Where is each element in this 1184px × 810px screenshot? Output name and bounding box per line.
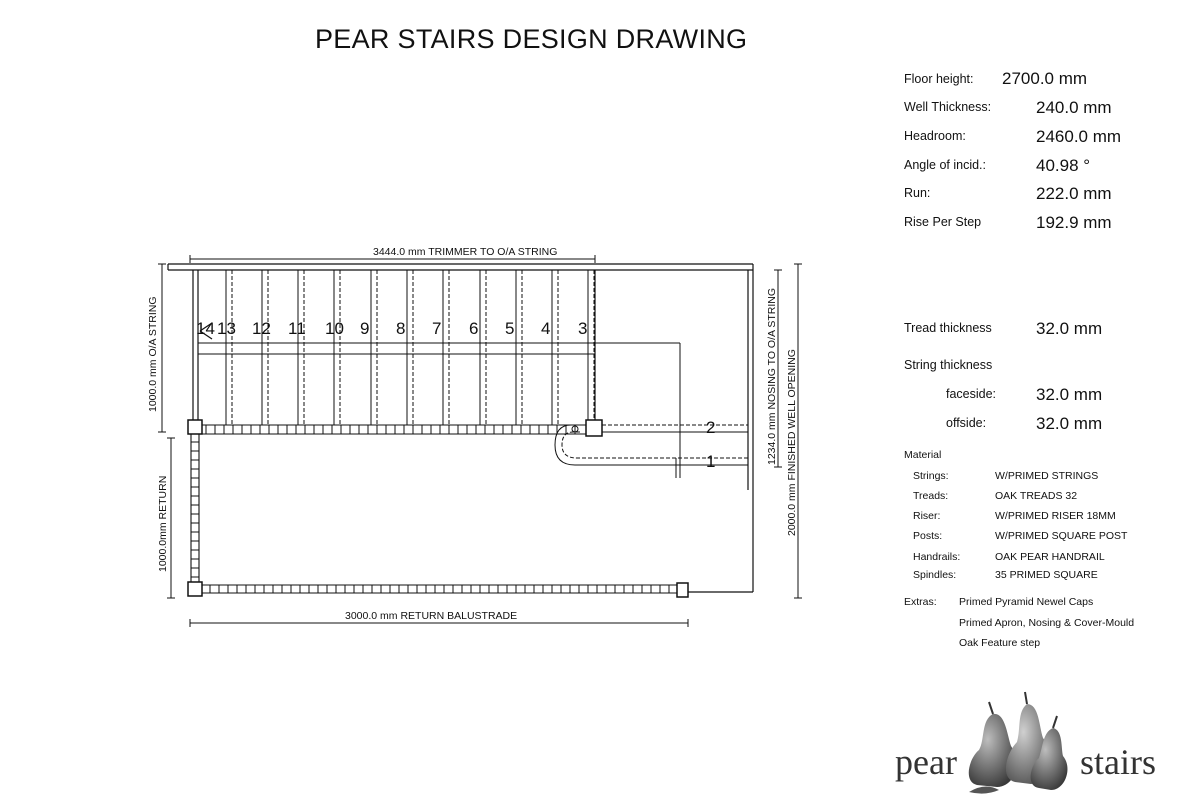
dimension-left-top	[158, 264, 166, 432]
step-number: 14	[196, 319, 215, 338]
offside-label: offside:	[946, 416, 987, 430]
step-number: 6	[469, 319, 479, 338]
spec-value-well-thickness: 240.0 mm	[1036, 98, 1112, 117]
step-number: 11	[288, 319, 306, 338]
step-number: 12	[252, 319, 271, 338]
tread-thickness-value: 32.0 mm	[1036, 319, 1103, 338]
step-number: 4	[541, 319, 551, 338]
flight-balustrade	[196, 425, 590, 434]
extras-item: Primed Pyramid Newel Caps	[959, 596, 1094, 608]
logo-word-left: pear	[895, 742, 957, 782]
material-label-spindles: Spindles:	[913, 569, 957, 581]
material-value-spindles: 35 PRIMED SQUARE	[995, 569, 1098, 581]
spec-label-angle: Angle of incid.:	[904, 158, 986, 172]
well-opening-outline	[595, 264, 753, 592]
step-number: 5	[505, 319, 515, 338]
faceside-label: faceside:	[946, 387, 997, 401]
spec-value-floor-height: 2700.0 mm	[1002, 69, 1088, 88]
winder-steps	[555, 425, 748, 465]
tread-thickness-label: Tread thickness	[904, 321, 992, 335]
tread-lines	[226, 270, 594, 425]
newel-post-turn	[586, 420, 602, 436]
newel-post-bottom-left	[188, 582, 202, 596]
dimension-left-top-label: 1000.0 mm O/A STRING	[147, 296, 159, 412]
material-label-strings: Strings:	[913, 470, 949, 482]
trimmer-line	[168, 264, 753, 270]
bottom-return-spindles	[210, 585, 669, 593]
material-value-treads: OAK TREADS 32	[995, 490, 1078, 502]
step-number: 10	[325, 319, 344, 338]
faceside-value: 32.0 mm	[1036, 385, 1103, 404]
left-return-spindles	[191, 442, 199, 577]
step-number: 9	[360, 319, 370, 338]
step-numbers	[196, 319, 715, 471]
material-value-strings: W/PRIMED STRINGS	[995, 470, 1099, 482]
spec-value-rise-per-step: 192.9 mm	[1036, 213, 1112, 232]
spec-label-run: Run:	[904, 186, 931, 200]
newel-post-top-left	[188, 420, 202, 434]
spec-value-headroom: 2460.0 mm	[1036, 127, 1122, 146]
wall-string	[193, 270, 198, 425]
step-number: 8	[396, 319, 406, 338]
newel-post-bottom-right	[677, 583, 688, 597]
step-number: 3	[578, 319, 588, 338]
material-value-handrails: OAK PEAR HANDRAIL	[995, 551, 1105, 563]
material-label-riser: Riser:	[913, 510, 941, 522]
logo-word-right: stairs	[1080, 742, 1156, 782]
material-heading: Material	[904, 449, 942, 461]
dimension-right-inner-label: 1234.0 mm NOSING TO O/A STRING	[766, 288, 778, 465]
spec-label-well-thickness: Well Thickness:	[904, 100, 992, 114]
pear-icon	[955, 690, 1085, 795]
dimension-top-label: 3444.0 mm TRIMMER TO O/A STRING	[373, 246, 558, 258]
dimension-right-outer-label: 2000.0 mm FINISHED WELL OPENING	[786, 349, 798, 536]
flight-spindles	[206, 425, 575, 434]
material-value-riser: W/PRIMED RISER 18MM	[995, 510, 1116, 522]
winder-number: 1	[706, 452, 716, 471]
step-number: 13	[217, 319, 236, 338]
extras-label: Extras:	[904, 596, 937, 608]
dimension-bottom-label: 3000.0 mm RETURN BALUSTRADE	[345, 610, 518, 622]
extras-item: Oak Feature step	[959, 637, 1041, 649]
offside-value: 32.0 mm	[1036, 414, 1103, 433]
page-title: PEAR STAIRS DESIGN DRAWING	[315, 24, 748, 54]
extras-item: Primed Apron, Nosing & Cover-Mould	[959, 617, 1135, 629]
spec-label-floor-height: Floor height:	[904, 72, 974, 86]
spec-label-headroom: Headroom:	[904, 129, 966, 143]
spec-value-run: 222.0 mm	[1036, 184, 1112, 203]
return-balustrade-left	[191, 434, 199, 582]
string-thickness-label: String thickness	[904, 358, 993, 372]
winder-number: 2	[706, 418, 716, 437]
spec-value-angle: 40.98 °	[1036, 156, 1091, 175]
material-label-treads: Treads:	[913, 490, 949, 502]
step-number: 7	[432, 319, 442, 338]
spec-label-rise-per-step: Rise Per Step	[904, 215, 982, 229]
dimension-left-bottom-label: 1000.0mm RETURN	[157, 475, 169, 572]
material-label-posts: Posts:	[913, 530, 943, 542]
material-label-handrails: Handrails:	[913, 551, 961, 563]
material-value-posts: W/PRIMED SQUARE POST	[995, 530, 1128, 542]
